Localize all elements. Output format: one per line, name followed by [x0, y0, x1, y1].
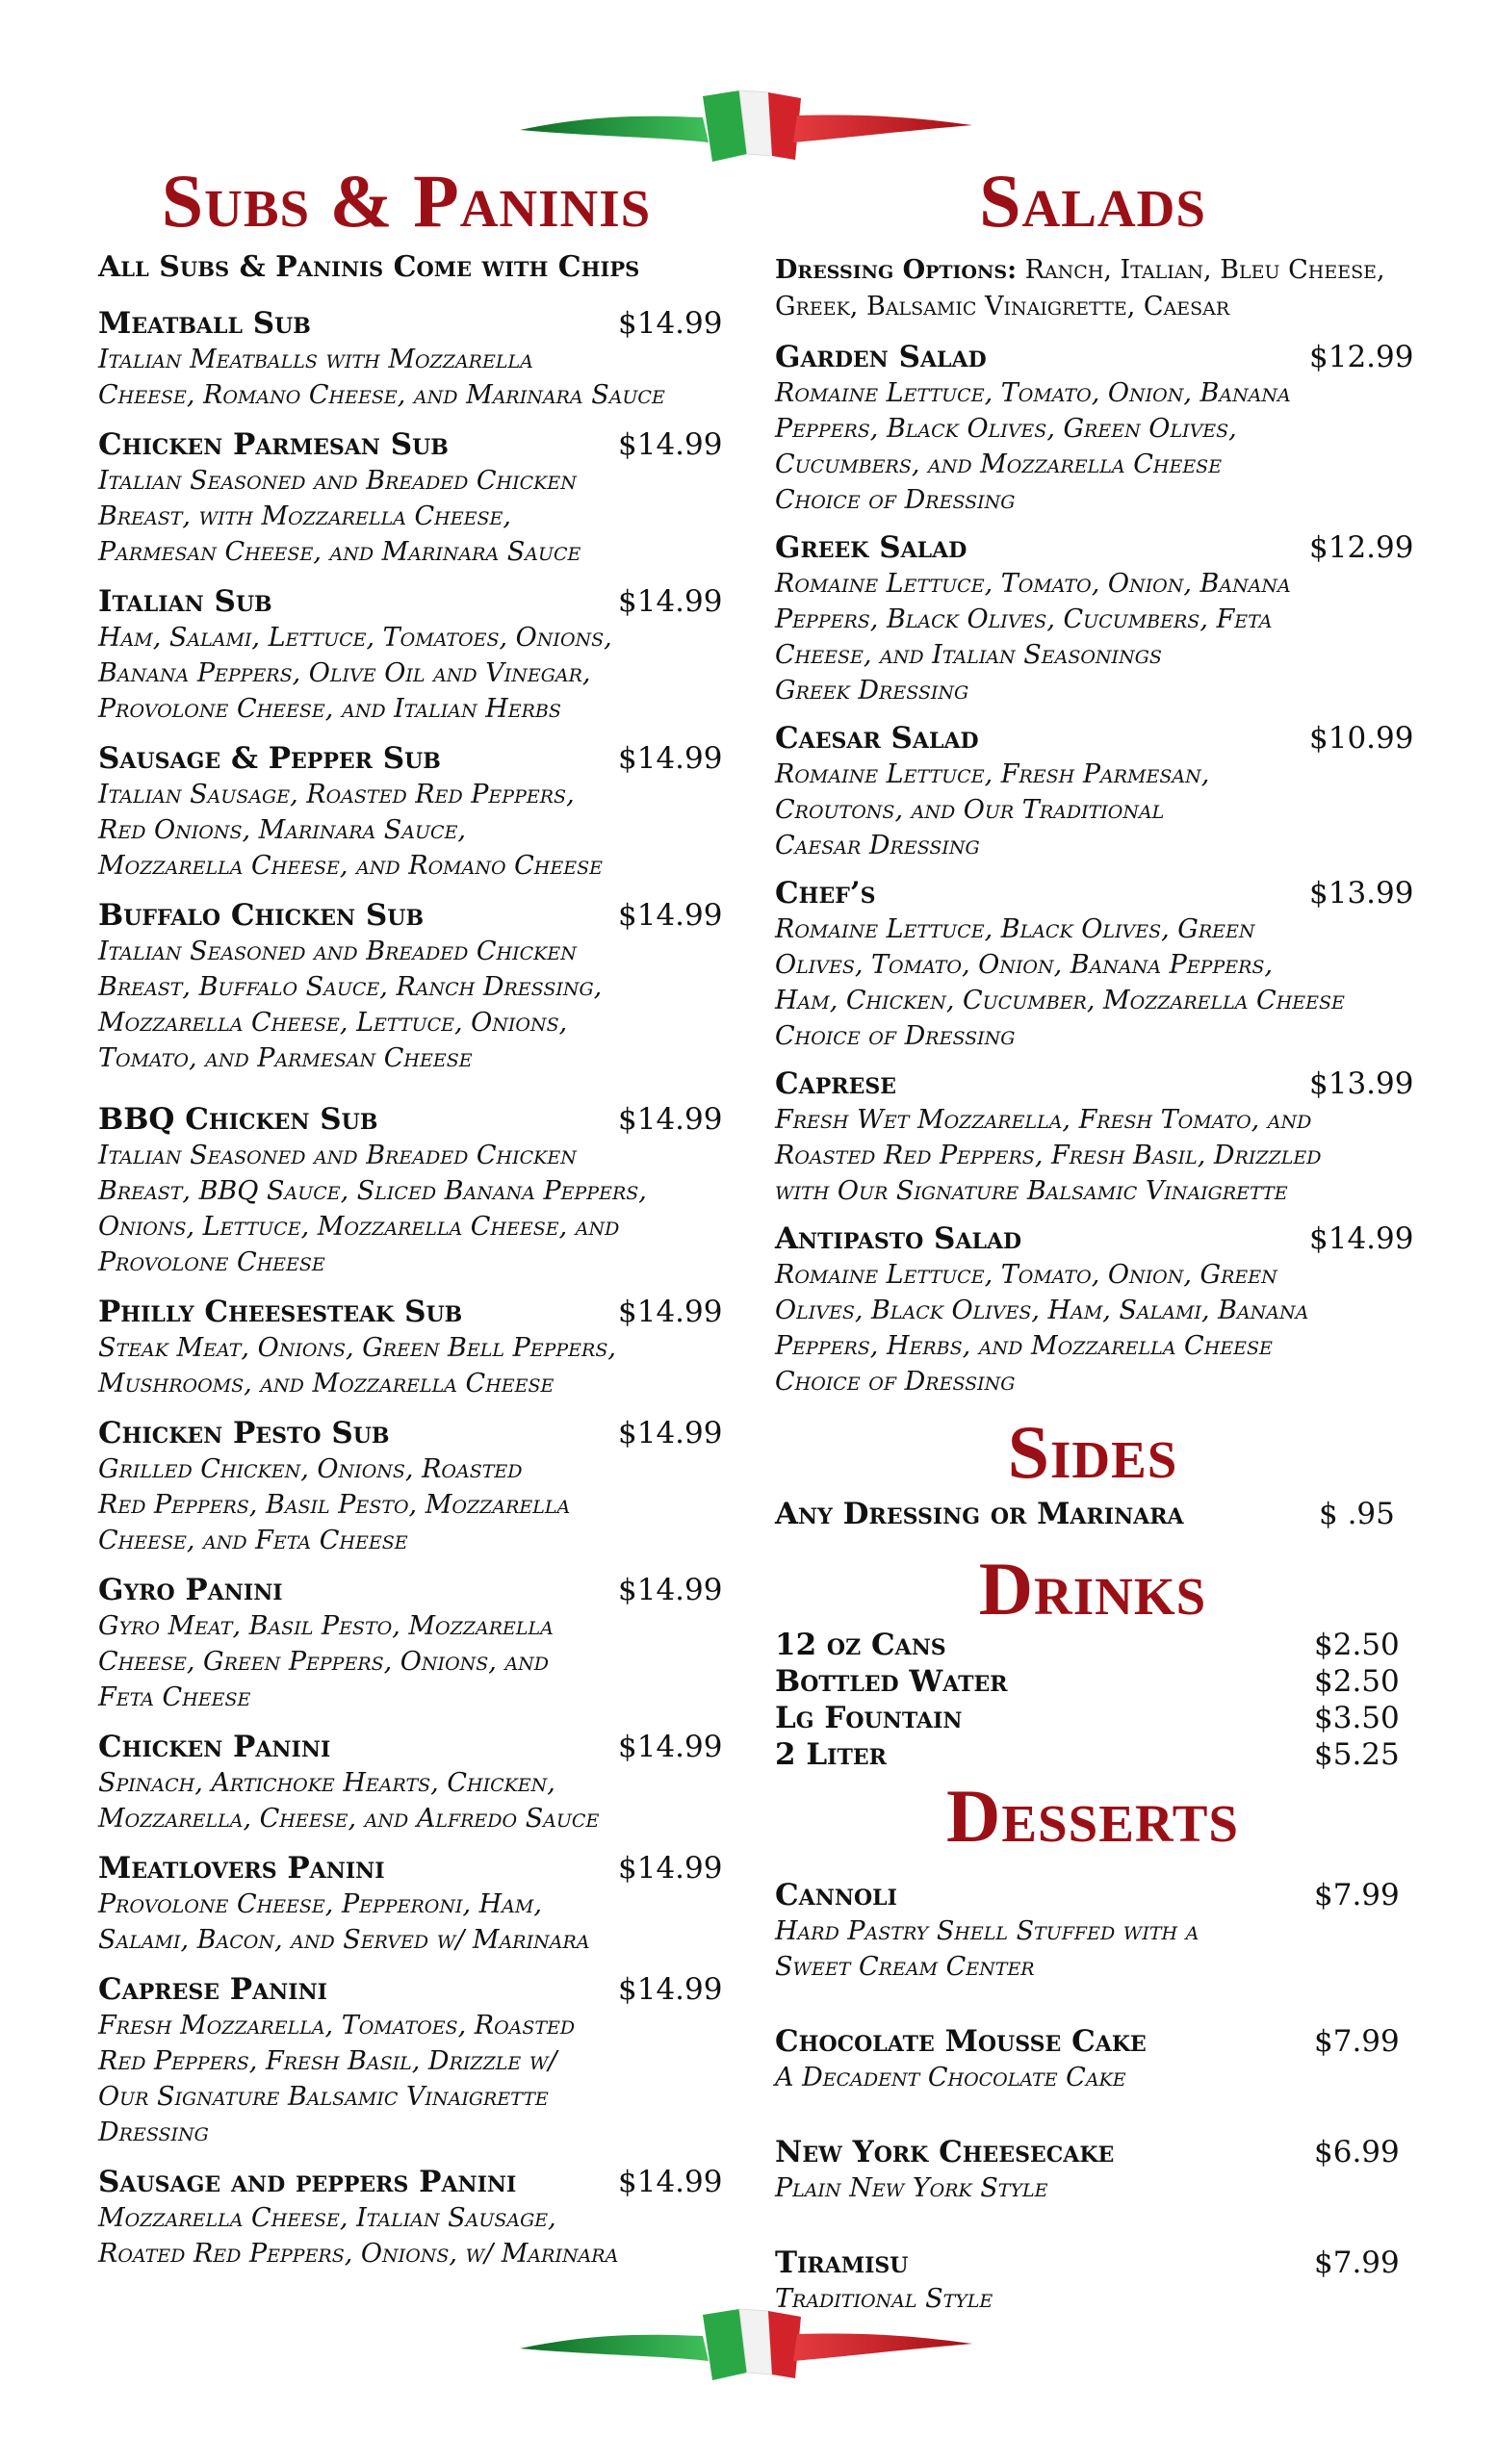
description-line: Peppers, Herbs, and Mozzarella Cheese	[775, 1331, 1273, 1361]
description-line: Choice of Dressing	[775, 1021, 1016, 1051]
item-price: $10.99	[1309, 721, 1414, 756]
menu-item	[775, 2134, 1410, 2206]
description-line: Olives, Black Olives, Ham, Salami, Banana	[775, 1296, 1309, 1325]
description-line: Romaine Lettuce, Tomato, Onion, Banana	[775, 378, 1291, 408]
item-name: BBQ Chicken Sub	[98, 1102, 378, 1137]
item-price: $13.99	[1309, 876, 1414, 911]
item-description	[98, 1451, 714, 1558]
menu-item	[98, 1101, 723, 1280]
item-description	[98, 934, 714, 1076]
item-description	[98, 1138, 714, 1280]
description-line: Cheese, and Italian Seasonings	[775, 640, 1162, 670]
subs-list	[98, 305, 723, 2272]
item-name: Bottled Water	[775, 1664, 1008, 1699]
item-price: $7.99	[1314, 2246, 1400, 2280]
description-line: Mozzarella Cheese, Italian Sausage,	[98, 2203, 556, 2233]
item-name: Chicken Pesto Sub	[98, 1416, 390, 1450]
item-price: $14.99	[618, 1295, 723, 1329]
item-name: 2 Liter	[775, 1737, 887, 1772]
drinks-heading: Drinks	[978, 1547, 1207, 1630]
item-price: $14.99	[1309, 1221, 1414, 1256]
italian-flag-ribbon-bottom	[520, 2305, 972, 2392]
description-line: Feta Cheese	[98, 1682, 251, 1712]
dressing-label: Dressing Options:	[775, 255, 1018, 285]
item-name: Sausage & Pepper Sub	[98, 741, 441, 776]
menu-item	[775, 1877, 1410, 1985]
description-line: Choice of Dressing	[775, 1367, 1016, 1397]
item-price: $14.99	[618, 427, 723, 462]
desserts-list	[775, 1877, 1410, 2317]
description-line: Onions, Lettuce, Mozzarella Cheese, and	[98, 1212, 620, 1242]
description-line: Greek Dressing	[775, 676, 969, 706]
description-line: Croutons, and Our Traditional	[775, 795, 1165, 825]
description-line: Romaine Lettuce, Tomato, Onion, Banana	[775, 569, 1291, 599]
description-line: Banana Peppers, Olive Oil and Vinegar,	[98, 658, 591, 688]
menu-item	[775, 1700, 1410, 1736]
description-line: Salami, Bacon, and Served w/ Marinara	[98, 1925, 590, 1955]
menu-item	[775, 1663, 1410, 1700]
description-line: Italian Meatballs with Mozzarella	[98, 345, 533, 374]
item-price: $13.99	[1309, 1066, 1414, 1101]
salads-column	[775, 159, 1414, 2317]
drinks-list	[775, 1627, 1410, 1773]
item-name: Meatball Sub	[98, 306, 311, 341]
description-line: Fresh Mozzarella, Tomatoes, Roasted	[98, 2011, 576, 2040]
item-price: $14.99	[618, 1573, 723, 1607]
item-description	[775, 1913, 1410, 1985]
desserts-heading: Desserts	[946, 1774, 1239, 1858]
description-line: Romaine Lettuce, Black Olives, Green	[775, 914, 1255, 944]
item-name: Garden Salad	[775, 340, 987, 374]
menu-item	[98, 897, 723, 1076]
description-line: Choice of Dressing	[775, 485, 1016, 515]
description-line: Our Signature Balsamic Vinaigrette	[98, 2082, 549, 2112]
item-name: 12 oz Cans	[775, 1628, 946, 1662]
item-description	[98, 1765, 714, 1836]
description-line: Roasted Red Peppers, Fresh Basil, Drizzled	[775, 1141, 1322, 1170]
description-line: Mushrooms, and Mozzarella Cheese	[98, 1369, 555, 1399]
item-description	[98, 1330, 714, 1401]
description-line: Cheese, and Feta Cheese	[98, 1526, 408, 1555]
item-description	[775, 2170, 1410, 2206]
description-line: Dressing	[98, 2118, 209, 2147]
item-description	[775, 2060, 1410, 2095]
subs-heading: Subs & Paninis	[161, 159, 652, 243]
menu-item	[775, 529, 1414, 708]
item-description	[98, 777, 714, 884]
menu-item	[98, 1850, 723, 1958]
item-description	[775, 1257, 1410, 1399]
item-name: Buffalo Chicken Sub	[98, 898, 425, 933]
item-price: $14.99	[618, 584, 723, 619]
description-line: Cheese, Green Peppers, Onions, and	[98, 1647, 550, 1677]
item-price: $14.99	[618, 306, 723, 341]
description-line: Steak Meat, Onions, Green Bell Peppers,	[98, 1333, 616, 1363]
item-description	[98, 2008, 714, 2150]
description-line: Tomato, and Parmesan Cheese	[98, 1043, 473, 1073]
item-description	[775, 757, 1410, 863]
menu-item	[775, 875, 1414, 1054]
item-price: $6.99	[1314, 2135, 1400, 2169]
item-name: Caprese Panini	[98, 1972, 327, 2007]
description-line: Provolone Cheese, Pepperoni, Ham,	[98, 1889, 542, 1919]
item-price: $5.25	[1314, 1737, 1400, 1772]
item-description	[98, 2200, 714, 2272]
item-description	[775, 1102, 1410, 1209]
menu-item	[775, 1065, 1414, 1209]
description-line: Mozzarella, Cheese, and Alfredo Sauce	[98, 1804, 600, 1834]
description-line: Mozzarella Cheese, Lettuce, Onions,	[98, 1008, 568, 1038]
description-line: Parmesan Cheese, and Marinara Sauce	[98, 537, 581, 567]
description-line: Grilled Chicken, Onions, Roasted	[98, 1454, 523, 1484]
description-line: Cucumbers, and Mozzarella Cheese	[775, 449, 1223, 479]
description-line: Ham, Salami, Lettuce, Tomatoes, Onions,	[98, 623, 612, 653]
description-line: Mozzarella Cheese, and Romano Cheese	[98, 851, 603, 881]
item-description	[98, 1608, 714, 1715]
item-price: $14.99	[618, 2165, 723, 2199]
item-name: Any Dressing or Marinara	[775, 1497, 1184, 1531]
description-line: Sweet Cream Center	[775, 1952, 1035, 1982]
salads-list	[775, 339, 1414, 1399]
item-price: $12.99	[1309, 340, 1414, 374]
item-name: Antipasto Salad	[775, 1221, 1022, 1256]
description-line: Ham, Chicken, Cucumber, Mozzarella Cheese	[775, 986, 1345, 1015]
dressing-text: Ranch, Italian, Bleu Cheese,	[1017, 255, 1385, 285]
menu-item	[98, 2164, 723, 2272]
item-price: $14.99	[618, 898, 723, 933]
item-name: Gyro Panini	[98, 1573, 283, 1607]
item-price: $14.99	[618, 1102, 723, 1137]
item-name: New York Cheesecake	[775, 2135, 1115, 2169]
menu-item	[98, 1415, 723, 1558]
item-name: Tiramisu	[775, 2246, 909, 2280]
item-price: $14.99	[618, 1972, 723, 2007]
subs-note: All Subs & Paninis Come with Chips	[98, 250, 640, 284]
item-price: $ .95	[1319, 1497, 1395, 1531]
sides-heading: Sides	[1007, 1410, 1178, 1494]
item-price: $2.50	[1314, 1628, 1400, 1662]
item-price: $7.99	[1314, 2024, 1400, 2059]
description-line: Traditional Style	[775, 2284, 993, 2314]
description-line: Italian Seasoned and Breaded Chicken	[98, 1141, 577, 1170]
item-name: Chicken Parmesan Sub	[98, 427, 449, 462]
menu-item	[775, 2023, 1410, 2095]
item-price: $14.99	[618, 741, 723, 776]
description-line: Breast, with Mozzarella Cheese,	[98, 501, 511, 531]
item-name: Caesar Salad	[775, 721, 979, 756]
menu-item	[775, 1627, 1410, 1663]
item-description	[98, 1886, 714, 1958]
menu-item	[98, 1294, 723, 1401]
salads-heading: Salads	[979, 159, 1206, 243]
item-name: Chef’s	[775, 876, 876, 911]
menu-item	[775, 1496, 1410, 1532]
description-line: Peppers, Black Olives, Green Olives,	[775, 414, 1237, 444]
item-name: Italian Sub	[98, 584, 272, 619]
description-line: Italian Seasoned and Breaded Chicken	[98, 937, 577, 966]
item-name: Sausage and peppers Panini	[98, 2165, 517, 2199]
menu-item	[98, 1729, 723, 1836]
menu-item	[98, 740, 723, 884]
menu-item	[98, 426, 723, 570]
description-line: Peppers, Black Olives, Cucumbers, Feta	[775, 604, 1273, 634]
description-line: Romaine Lettuce, Fresh Parmesan,	[775, 759, 1210, 789]
item-price: $14.99	[618, 1730, 723, 1764]
description-line: with Our Signature Balsamic Vinaigrette	[775, 1176, 1288, 1206]
description-line: Roated Red Peppers, Onions, w/ Marinara	[98, 2239, 619, 2269]
description-line: Red Onions, Marinara Sauce,	[98, 815, 467, 845]
description-line: Provolone Cheese	[98, 1247, 325, 1277]
menu-item	[775, 720, 1414, 863]
item-price: $12.99	[1309, 530, 1414, 565]
description-line: Provolone Cheese, and Italian Herbs	[98, 694, 561, 724]
description-line: Fresh Wet Mozzarella, Fresh Tomato, and	[775, 1105, 1312, 1135]
description-line: Plain New York Style	[775, 2173, 1048, 2203]
menu-item	[98, 583, 723, 727]
item-price: $14.99	[618, 1416, 723, 1450]
menu-item	[775, 1220, 1414, 1399]
item-name: Cannoli	[775, 1878, 897, 1912]
dressing-options	[775, 252, 1410, 325]
item-price: $2.50	[1314, 1664, 1400, 1699]
description-line: Red Peppers, Basil Pesto, Mozzarella	[98, 1490, 571, 1520]
item-price: $7.99	[1314, 1878, 1400, 1912]
menu-item	[98, 1572, 723, 1715]
menu-item	[98, 305, 723, 413]
item-description	[98, 463, 714, 570]
menu-item	[775, 1736, 1410, 1773]
item-price: $3.50	[1314, 1701, 1400, 1735]
description-line: Breast, BBQ Sauce, Sliced Banana Peppers,	[98, 1176, 647, 1206]
item-name: Philly Cheesesteak Sub	[98, 1295, 463, 1329]
description-line: Gyro Meat, Basil Pesto, Mozzarella	[98, 1611, 554, 1641]
subs-column	[98, 159, 723, 2272]
menu-item	[98, 1971, 723, 2150]
description-line: Cheese, Romano Cheese, and Marinara Sauce	[98, 380, 665, 410]
item-description	[98, 620, 714, 727]
description-line: Hard Pastry Shell Stuffed with a	[775, 1916, 1199, 1946]
description-line: Caesar Dressing	[775, 831, 980, 860]
description-line: Romaine Lettuce, Tomato, Onion, Green	[775, 1260, 1277, 1290]
item-name: Chocolate Mousse Cake	[775, 2024, 1147, 2059]
item-name: Greek Salad	[775, 530, 967, 565]
item-name: Meatlovers Panini	[98, 1851, 385, 1886]
description-line: Italian Seasoned and Breaded Chicken	[98, 466, 577, 496]
item-description	[775, 566, 1410, 708]
sides-list	[775, 1496, 1410, 1532]
dressing-text-2: Greek, Balsamic Vinaigrette, Caesar	[775, 292, 1230, 321]
item-description	[775, 911, 1410, 1054]
description-line: Red Peppers, Fresh Basil, Drizzle w/	[98, 2046, 557, 2076]
item-description	[98, 342, 714, 413]
item-name: Lg Fountain	[775, 1701, 963, 1735]
description-line: Italian Sausage, Roasted Red Peppers,	[98, 780, 575, 809]
description-line: Breast, Buffalo Sauce, Ranch Dressing,	[98, 972, 603, 1002]
description-line: A Decadent Chocolate Cake	[775, 2063, 1126, 2092]
item-name: Caprese	[775, 1066, 896, 1101]
description-line: Spinach, Artichoke Hearts, Chicken,	[98, 1768, 555, 1798]
item-name: Chicken Panini	[98, 1730, 331, 1764]
description-line: Olives, Tomato, Onion, Banana Peppers,	[775, 950, 1274, 980]
menu-item	[775, 339, 1414, 518]
item-price: $14.99	[618, 1851, 723, 1886]
item-description	[775, 375, 1410, 518]
